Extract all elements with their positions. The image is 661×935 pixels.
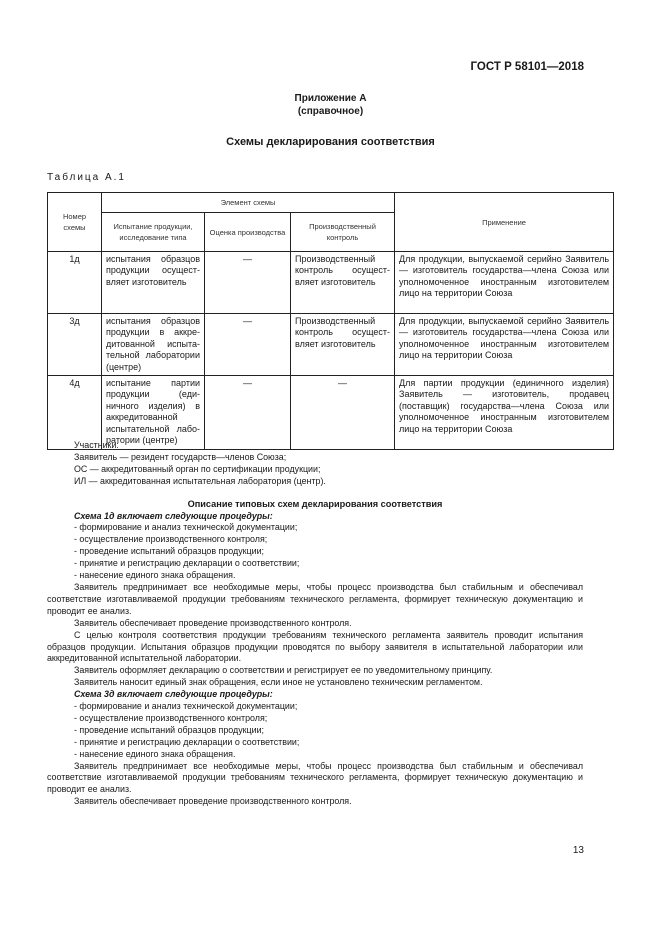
- scheme-1d-procedures: [47, 522, 583, 582]
- scheme-1d-heading: Схема 1д включает следующие процедуры:: [74, 510, 273, 521]
- declaration-schemes-table: [47, 192, 614, 450]
- header-application: Применение: [395, 193, 614, 252]
- cell-assessment: —: [205, 376, 291, 450]
- cell-application: Для продукции, выпускаемой серийно Заявитель — изготовитель государства—члена Союза или уполномоченное иностранным изготовителем лицо на территории Союза: [395, 314, 614, 376]
- paragraph: Заявитель предпринимает все необходимые меры, чтобы процесс производства был стабильным и обеспечивал соответствие изготавливаемой продукции требованиям технического регламента, формирует техническую документацию и проводит ее анализ.: [47, 760, 583, 795]
- table-row: [48, 314, 614, 376]
- list-item: - принятие и регистрацию декларации о соответствии;: [74, 736, 300, 747]
- document-code: ГОСТ Р 58101—2018: [470, 61, 584, 73]
- cell-production-control: Производственный контроль осуществляет изготовитель: [291, 252, 395, 314]
- cell-application: Для продукции, выпускаемой серийно Заявитель — изготовитель государства—члена Союза или уполномоченное иностранным изготовителем лицо на территории Союза: [395, 252, 614, 314]
- paragraph: Заявитель обеспечивает проведение производственного контроля.: [74, 617, 352, 628]
- cell-testing: испытания образцов продукции в аккредитованной испытательной лаборатории (центре): [102, 314, 205, 376]
- list-item: - принятие и регистрацию декларации о соответствии;: [74, 558, 300, 569]
- cell-production-control: Производственный контроль осуществляет изготовитель: [291, 314, 395, 376]
- paragraph: Заявитель предпринимает все необходимые меры, чтобы процесс производства был стабильным и обеспечивал соответствие изготавливаемой продукции требованиям технического регламента, формирует техническую документацию и проводит ее анализ.: [47, 581, 583, 616]
- paragraph: Заявитель оформляет декларацию о соответствии и регистрирует ее по уведомительному принципу.: [74, 665, 493, 676]
- participants-heading: Участники:: [74, 440, 119, 450]
- appendix-subtitle: (справочное): [297, 106, 364, 117]
- paragraph: С целью контроля соответствия продукции требованиям технического регламента заявитель проводит испытания образцов продукции. Испытания образцов продукции проводятся по выбору заявителя в испытательной лаборатории или аккредитованной испытательной лаборатории.: [47, 629, 583, 664]
- list-item: - осуществление производственного контроля;: [74, 712, 268, 723]
- paragraph: Заявитель наносит единый знак обращения, если иное не установлено техническим регламентом.: [74, 677, 483, 688]
- participant-item: ИЛ — аккредитованная испытательная лаборатория (центр).: [74, 475, 326, 486]
- cell-testing: испытание партии продукции (единичного изделия) в аккредитованной испытательной лаборатории (центре): [102, 376, 205, 450]
- participant-item: ОС — аккредитованный орган по сертификации продукции;: [74, 463, 321, 474]
- appendix-heading: [0, 92, 661, 118]
- paragraph: Заявитель обеспечивает проведение производственного контроля.: [74, 796, 352, 807]
- page-number: 13: [572, 845, 584, 856]
- section-title: Схемы декларирования соответствия: [226, 136, 435, 148]
- cell-production-control: —: [291, 376, 395, 450]
- cell-scheme-number: 4д: [48, 376, 102, 450]
- table-caption: Таблица А.1: [47, 172, 126, 183]
- scheme-3d-heading: Схема 3д включает следующие процедуры:: [74, 689, 273, 700]
- header-production-control: Производственный контроль: [291, 213, 395, 252]
- cell-assessment: —: [205, 314, 291, 376]
- header-testing: Испытание продукции, исследование типа: [102, 213, 205, 252]
- list-item: - нанесение единого знака обращения.: [74, 748, 236, 759]
- list-item: - формирование и анализ технической документации;: [74, 701, 298, 712]
- appendix-title: Приложение А: [294, 93, 367, 104]
- header-scheme-element: Элемент схемы: [102, 193, 395, 213]
- document-body: [47, 440, 583, 808]
- header-assessment: Оценка производства: [205, 213, 291, 252]
- description-title: Описание типовых схем декларирования соответствия: [187, 498, 443, 509]
- cell-scheme-number: 1д: [48, 252, 102, 314]
- cell-application: Для партии продукции (единичного изделия) Заявитель — изготовитель, продавец (поставщик) государства—члена Союза или уполномоченное иностранным изготовителем лицо на территории Союза: [395, 376, 614, 450]
- participant-item: Заявитель — резидент государств—членов Союза;: [74, 451, 287, 462]
- scheme-3d-procedures: [47, 701, 583, 761]
- list-item: - формирование и анализ технической документации;: [74, 522, 298, 533]
- list-item: - проведение испытаний образцов продукции;: [74, 546, 264, 557]
- participants: [47, 440, 583, 488]
- table-row: [48, 252, 614, 314]
- table-row: [48, 376, 614, 450]
- list-item: - проведение испытаний образцов продукции;: [74, 724, 264, 735]
- list-item: - осуществление производственного контроля;: [74, 534, 268, 545]
- header-scheme-number: Номер схемы: [48, 193, 102, 252]
- list-item: - нанесение единого знака обращения.: [74, 570, 236, 581]
- cell-assessment: —: [205, 252, 291, 314]
- cell-testing: испытания образцов продукции осуществляет изготовитель: [102, 252, 205, 314]
- cell-scheme-number: 3д: [48, 314, 102, 376]
